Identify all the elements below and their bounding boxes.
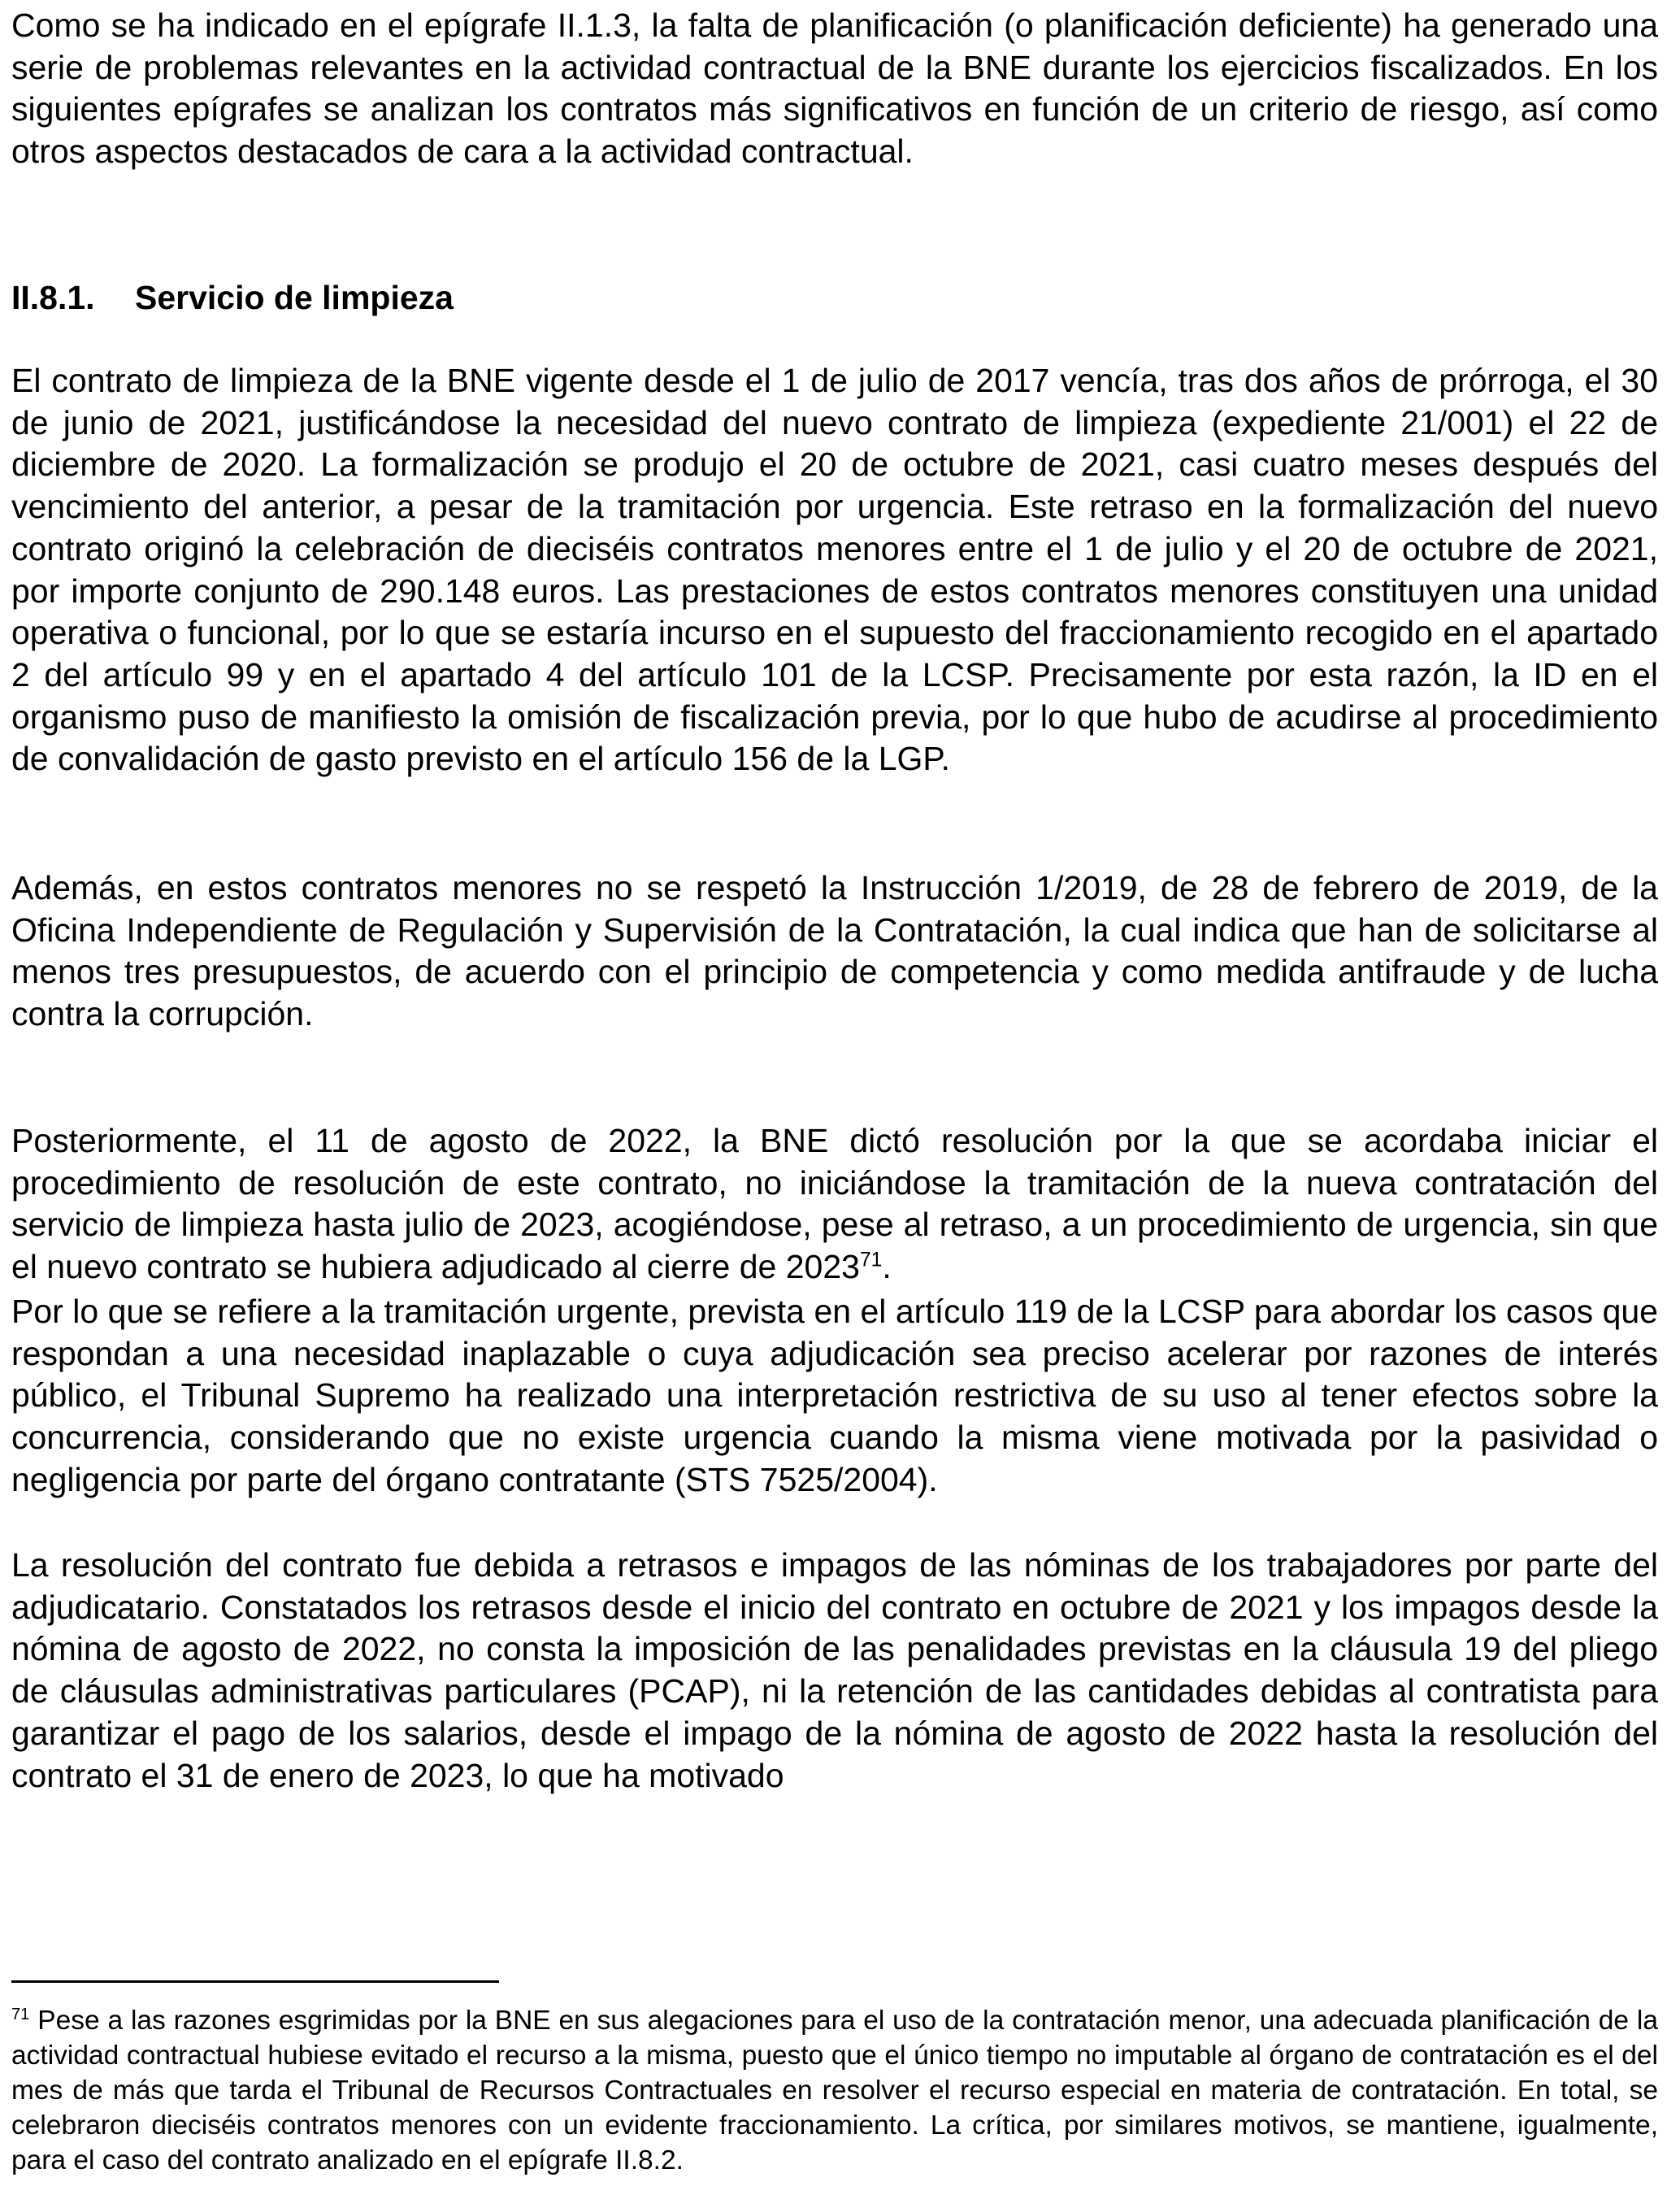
paragraph-end: .	[882, 1248, 892, 1286]
paragraph-contract-limpieza: El contrato de limpieza de la BNE vigente desde el 1 de julio de 2017 vencía, tras dos años de prórroga, el 30 de junio de 2021, justificándose la necesidad del nuevo contrato de limpieza (expediente 21/001) el 22 de diciembre de 2020. La formalización se produjo el 20 de octubre de 2021, casi cuatro meses después del vencimiento del anterior, a pesar de la tramitación por urgencia. Este retraso en la formalización del nuevo contrato originó la celebración de dieciséis contratos menores entre el 1 de julio y el 20 de octubre de 2021, por importe conjunto de 290.148 euros. Las prestaciones de estos contratos menores constituyen una unidad operativa o funcional, por lo que se estaría incurso en el supuesto del fraccionamiento recogido en el apartado 2 del artículo 99 y en el apartado 4 del artículo 101 de la LCSP. Precisamente por esta razón, la ID en el organismo puso de manifiesto la omisión de fiscalización previa, por lo que hubo de acudirse al procedimiento de convalidación de gasto previsto en el artículo 156 de la LGP.	[11, 362, 1658, 778]
section-heading	[11, 277, 454, 319]
section-title: Servicio de limpieza	[135, 279, 454, 316]
footnote	[11, 2003, 1658, 2178]
paragraph-text: Posteriormente, el 11 de agosto de 2022, la BNE dictó resolución por la que se acordaba iniciar el procedimiento de resolución de este contrato, no iniciándose la tramitación de la nueva contratación del servicio de limpieza hasta julio de 2023, acogiéndose, pese al retraso, a un procedimiento de urgencia, sin que el nuevo contrato se hubiera adjudicado al cierre de 2023	[11, 1122, 1658, 1286]
paragraph-instruccion: Además, en estos contratos menores no se respetó la Instrucción 1/2019, de 28 de febrero de 2019, de la Oficina Independiente de Regulación y Supervisión de la Contratación, la cual indica que han de solicitarse al menos tres presupuestos, de acuerdo con el principio de competencia y como medida antifraude y de lucha contra la corrupción.	[11, 869, 1658, 1033]
paragraph-resolucion: La resolución del contrato fue debida a retrasos e impagos de las nóminas de los trabajadores por parte del adjudicatario. Constatados los retrasos desde el inicio del contrato en octubre de 2021 y los impagos desde la nómina de agosto de 2022, no consta la imposición de las penalidades previstas en la cláusula 19 del pliego de cláusulas administrativas particulares (PCAP), ni la retención de las cantidades debidas al contratista para garantizar el pago de los salarios, desde el impago de la nómina de agosto de 2022 hasta la resolución del contrato el 31 de enero de 2023, lo que ha motivado	[11, 1546, 1658, 1794]
intro-paragraph: Como se ha indicado en el epígrafe II.1.3, la falta de planificación (o planificación deficiente) ha generado una serie de problemas relevantes en la actividad contractual de la BNE durante los ejercicios fiscalizados. En los siguientes epígrafes se analizan los contratos más significativos en función de un criterio de riesgo, así como otros aspectos destacados de cara a la actividad contractual.	[11, 7, 1658, 171]
paragraph-tramitacion-urgente: Por lo que se refiere a la tramitación urgente, prevista en el artículo 119 de la LCSP para abordar los casos que respondan a una necesidad inaplazable o cuya adjudicación sea preciso acelerar por razones de interés público, el Tribunal Supremo ha realizado una interpretación restrictiva de su uso al tener efectos sobre la concurrencia, considerando que no existe urgencia cuando la misma viene motivada por la pasividad o negligencia por parte del órgano contratante (STS 7525/2004).	[11, 1293, 1658, 1498]
paragraph-posteriormente	[11, 1120, 1658, 1289]
footnote-reference[interactable]: 71	[859, 1249, 883, 1271]
footnote-text: Pese a las razones esgrimidas por la BNE en sus alegaciones para el uso de la contratación menor, una adecuada planificación de la actividad contractual hubiese evitado el recurso a la misma, puesto que el único tiempo no imputable al órgano de contratación es el del mes de más que tarda el Tribunal de Recursos Contractuales en resolver el recurso especial en materia de contratación. En total, se celebraron dieciséis contratos menores con un evidente fraccionamiento. La crítica, por similares motivos, se mantiene, igualmente, para el caso del contrato analizado en el epígrafe II.8.2.	[11, 2006, 1658, 2175]
footnote-separator	[11, 1980, 499, 1983]
section-number: II.8.1.	[11, 279, 95, 316]
footnote-number: 71	[11, 2005, 30, 2023]
